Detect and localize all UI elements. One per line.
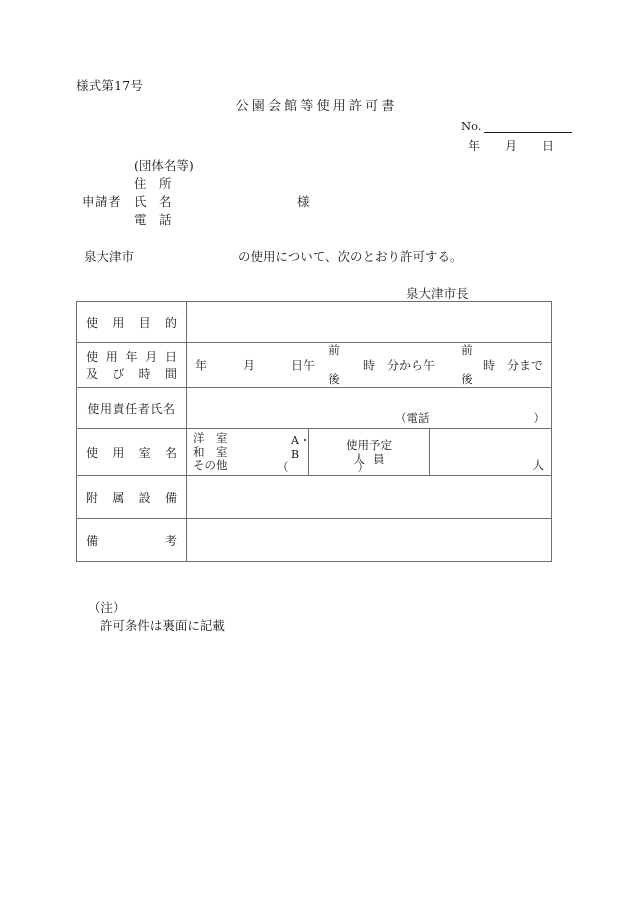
- room-label-cell: [77, 429, 187, 476]
- issue-date-row: [468, 137, 554, 154]
- equipment-label: 附属設備: [86, 490, 177, 505]
- remarks-label: 備考: [86, 533, 177, 548]
- capacity-value-cell[interactable]: [430, 429, 552, 476]
- issue-date-month-label: 月: [504, 139, 517, 153]
- form-number: 様式第17号: [76, 78, 144, 93]
- table-row-purpose: [77, 302, 552, 343]
- applicant-address-label: 住 所: [134, 176, 172, 191]
- room-option-other[interactable]: その他: [193, 458, 228, 473]
- responsible-person-tel-field[interactable]: [395, 410, 545, 426]
- footnote-marker: （注）: [87, 600, 126, 615]
- datetime-composite: [187, 343, 551, 387]
- datetime-label-cell: [77, 343, 187, 388]
- room-option-japanese[interactable]: 和 室: [193, 444, 228, 459]
- room-label: 使用室名: [86, 445, 177, 460]
- equipment-value-cell[interactable]: [187, 476, 552, 519]
- datetime-label-line1: 使用年月日: [86, 350, 177, 364]
- document-title: 公園会館等使用許可書: [235, 99, 398, 114]
- responsible-person-label: 使用責任者氏名: [87, 401, 176, 416]
- datetime-label-line2: 及び時間: [86, 367, 177, 381]
- document-number-rule: [484, 121, 572, 133]
- applicant-organization-label: (団体名等): [134, 158, 194, 173]
- permit-details-table: [76, 301, 552, 562]
- am-label-end: 前: [461, 343, 473, 357]
- applicant-tel-label: 電 話: [134, 212, 172, 227]
- table-row-remarks: [77, 519, 552, 562]
- permission-sentence: の使用について、次のとおり許可する。: [238, 249, 463, 264]
- table-row-equipment: [77, 476, 552, 519]
- responsible-person-tel-open: （電話: [395, 411, 430, 425]
- purpose-value-cell[interactable]: [187, 302, 552, 343]
- room-other-input-parens[interactable]: （ ）: [277, 460, 369, 474]
- footnote-text: 許可条件は裏面に記載: [99, 618, 225, 633]
- pm-label-end: 後: [461, 372, 473, 386]
- footnote: [72, 583, 225, 649]
- room-ab-label[interactable]: A・B: [291, 434, 311, 461]
- am-label-start: 前: [328, 343, 340, 357]
- capacity-label-line1: 使用予定: [345, 438, 392, 452]
- capacity-label-line2: 人員: [353, 452, 393, 466]
- mayor-signature-label: 泉大津市長: [406, 286, 469, 301]
- document-number-label: No.: [461, 119, 482, 133]
- capacity-unit-label: 人: [532, 458, 544, 472]
- purpose-label-cell: [77, 302, 187, 343]
- applicant-label: 申請者: [82, 194, 122, 209]
- applicant-honorific: 様: [297, 194, 310, 209]
- applicant-name-label: 氏 名: [134, 194, 172, 209]
- table-row-datetime: [77, 343, 552, 388]
- room-option-list: [193, 432, 228, 473]
- table-row-responsible-person: [77, 388, 552, 429]
- pm-label-start: 後: [328, 372, 340, 386]
- issue-date-day-label: 日: [541, 139, 554, 153]
- table-row-room: [77, 429, 552, 476]
- datetime-template-text: 年 月 日午 時 分から午 時 分まで: [194, 358, 543, 373]
- responsible-person-tel-close: ）: [533, 411, 545, 425]
- document-number-field: [461, 119, 572, 133]
- purpose-label: 使用目的: [86, 315, 177, 330]
- remarks-value-cell[interactable]: [187, 519, 552, 562]
- equipment-label-cell: [77, 476, 187, 519]
- responsible-person-label-cell: [77, 388, 187, 429]
- remarks-label-cell: [77, 519, 187, 562]
- responsible-person-value-cell[interactable]: [187, 388, 552, 429]
- datetime-value-cell[interactable]: [187, 343, 552, 388]
- issue-date-year-label: 年: [468, 139, 481, 153]
- facility-city-name: 泉大津市: [84, 249, 135, 264]
- room-option-western[interactable]: 洋 室: [193, 431, 228, 445]
